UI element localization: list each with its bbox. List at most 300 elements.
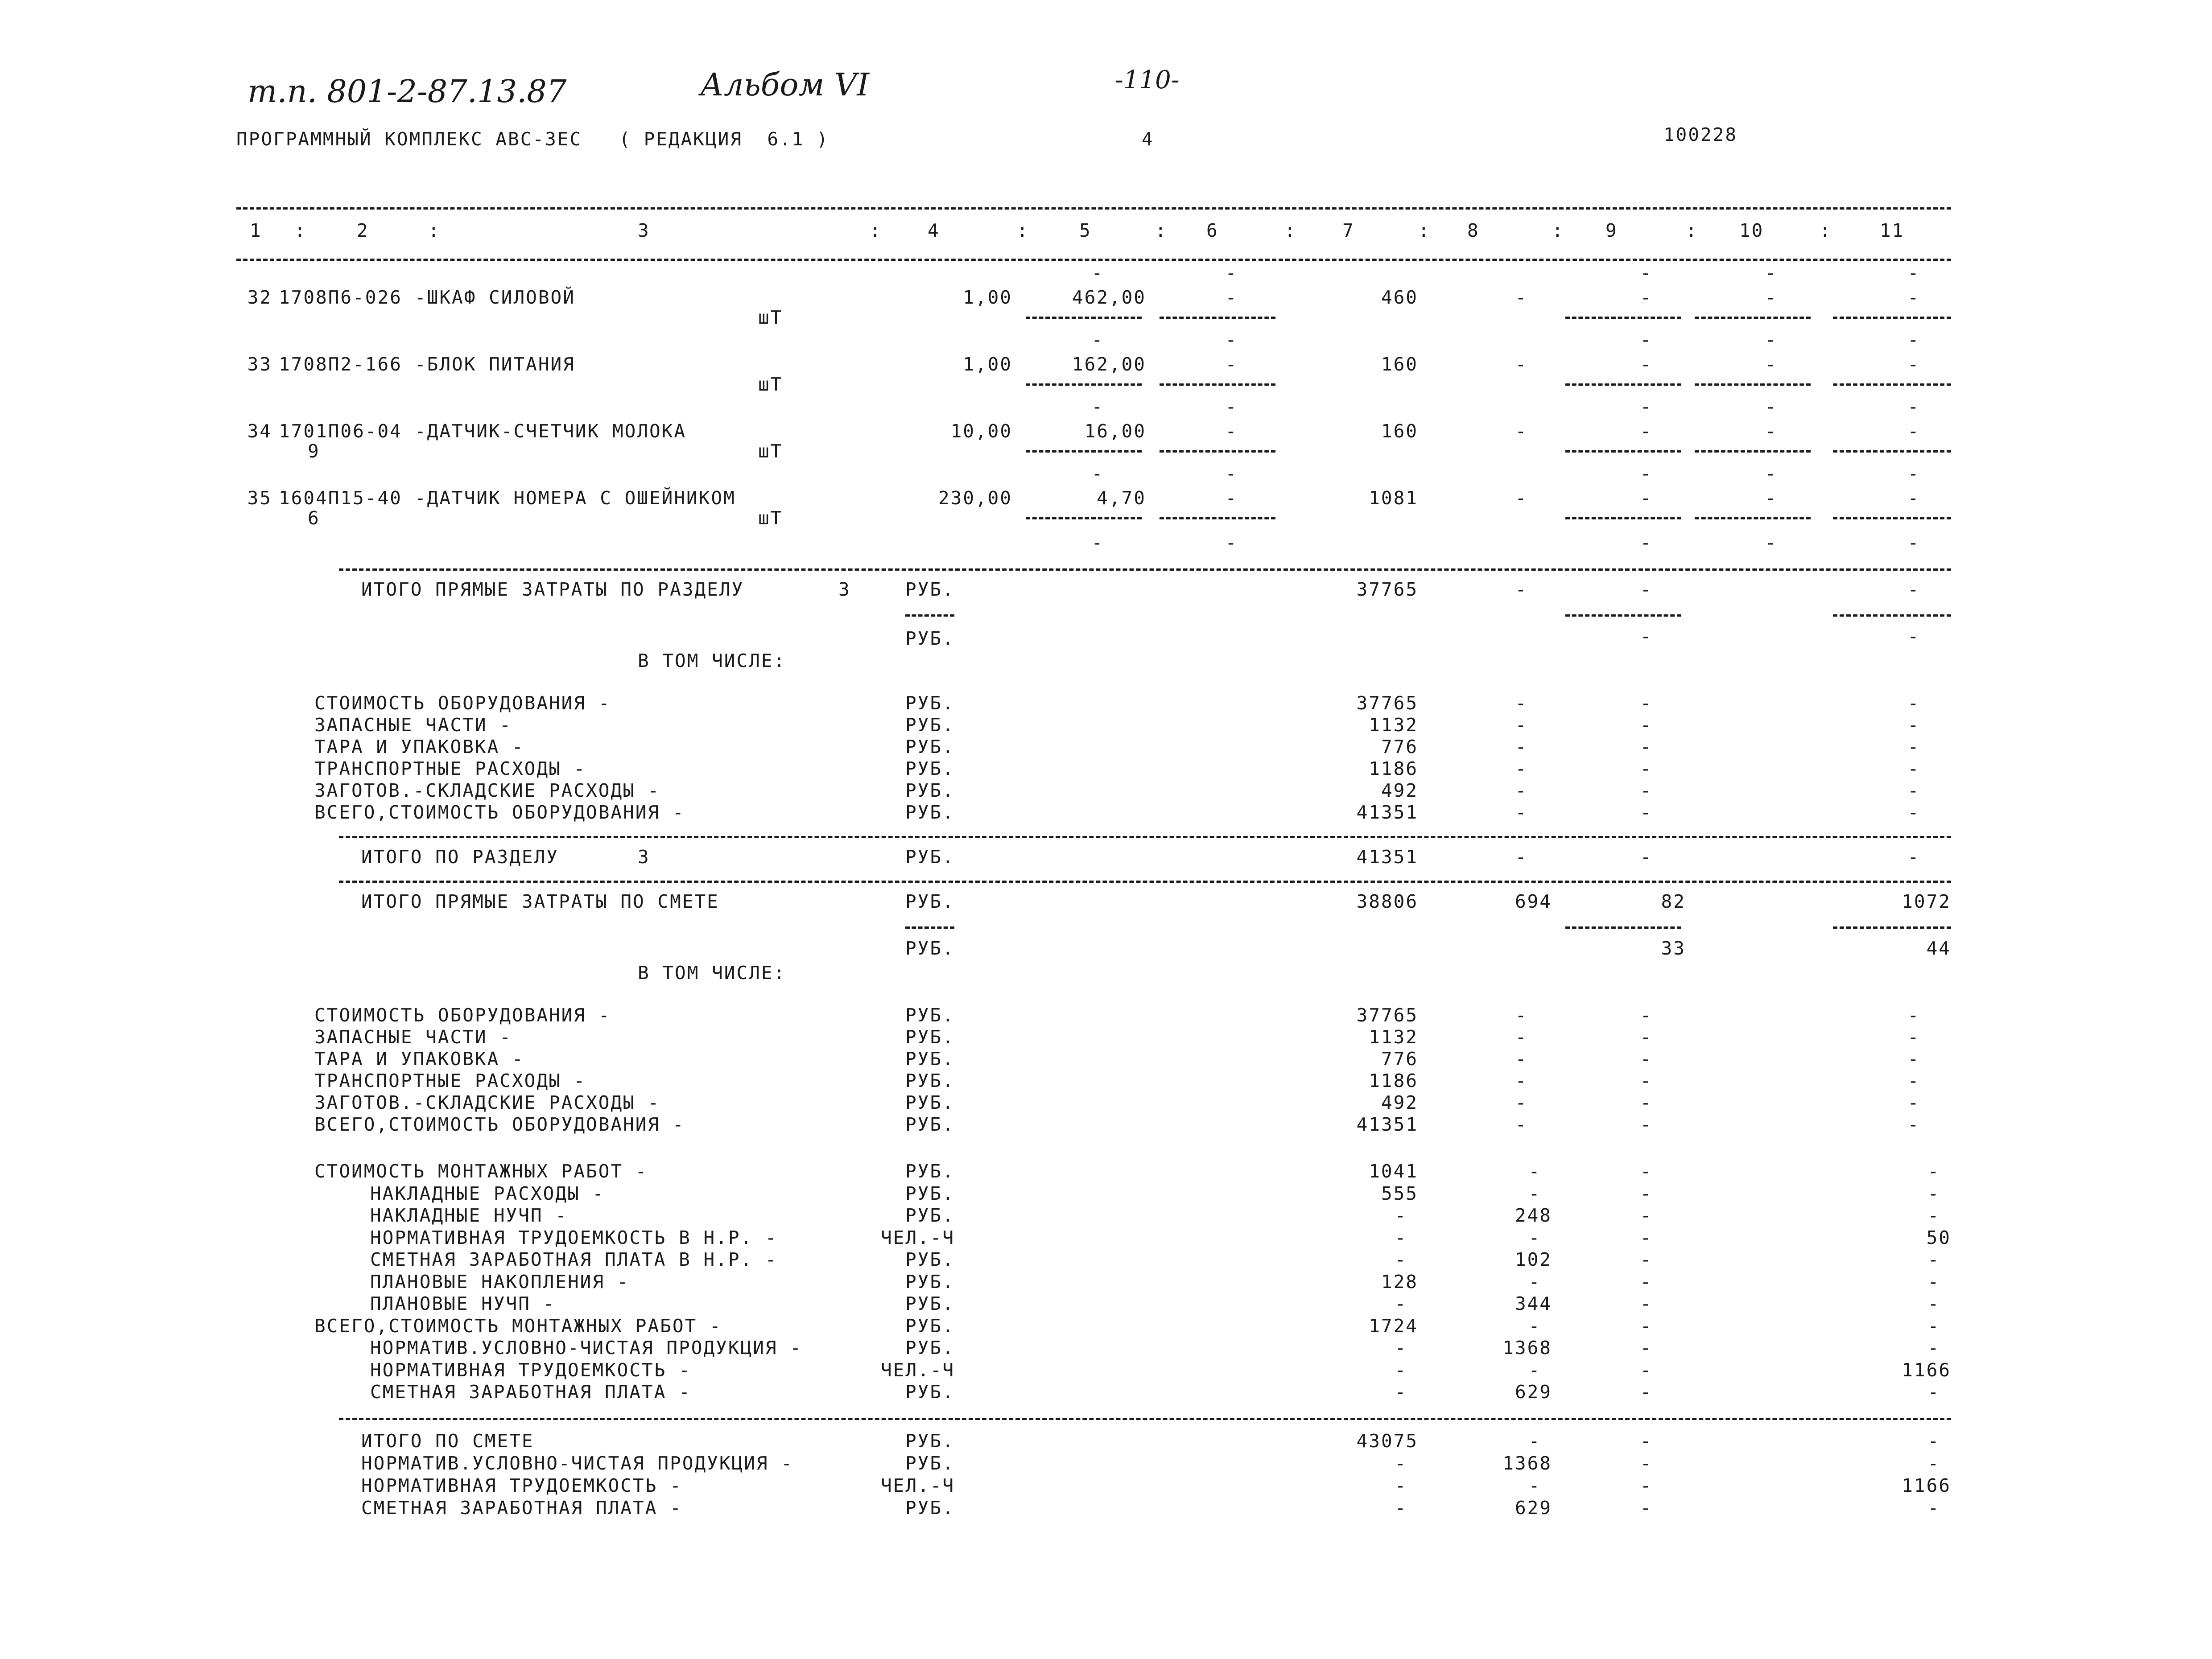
- item-number: 32: [247, 287, 272, 308]
- item-code: 1708П6-026: [279, 287, 402, 308]
- equipment-c11: -: [1907, 1026, 1919, 1048]
- row-label: СМЕТНАЯ ЗАРАБОТНАЯ ПЛАТА -: [361, 1497, 682, 1519]
- section-total-c8: -: [1515, 579, 1527, 600]
- item-c9-top: -: [1640, 396, 1651, 417]
- equipment-label: СТОИМОСТЬ ОБОРУДОВАНИЯ -: [314, 692, 611, 714]
- row-c7: -: [1395, 1227, 1406, 1248]
- row-c7: -: [1395, 1293, 1406, 1314]
- equipment-c9: -: [1640, 1026, 1651, 1048]
- doc-code: 100228: [1663, 124, 1738, 145]
- equipment-c8: -: [1515, 1092, 1527, 1113]
- equipment-label: ТРАНСПОРТНЫЕ РАСХОДЫ -: [314, 1070, 586, 1091]
- row-c11: -: [1927, 1249, 1939, 1270]
- section-total-number: 3: [838, 579, 851, 600]
- sheet-number: 4: [1142, 128, 1154, 150]
- row-c11: -: [1927, 1430, 1939, 1452]
- row-c9: -: [1640, 1337, 1651, 1358]
- column-header-9: 9: [1605, 220, 1618, 241]
- equipment-unit: РУБ.: [905, 1070, 955, 1091]
- row-unit: РУБ.: [905, 1271, 955, 1293]
- items-c9-bottom: -: [1640, 532, 1651, 553]
- equipment-c11: -: [1907, 736, 1919, 757]
- item-c9-top: -: [1640, 463, 1651, 484]
- item-qty: 1,00: [963, 354, 1012, 375]
- item-c5-top: -: [1091, 463, 1103, 484]
- equipment-c8: -: [1515, 736, 1527, 757]
- equipment-c8: -: [1515, 802, 1527, 823]
- row-c8: 248: [1515, 1205, 1552, 1226]
- estimate-total-unit2: РУБ.: [905, 938, 955, 959]
- item-unit: шТ: [758, 374, 783, 395]
- item-code: 1708П2-166: [279, 354, 402, 375]
- row-c11: -: [1927, 1497, 1939, 1519]
- equipment-label: ЗАПАСНЫЕ ЧАСТИ -: [314, 1026, 512, 1048]
- item-c10-top: -: [1765, 396, 1776, 417]
- item-c9: -: [1640, 354, 1651, 375]
- equipment-c11: -: [1907, 758, 1919, 779]
- final-rule: [339, 1418, 1951, 1420]
- row-unit: ЧЕЛ.-Ч: [881, 1227, 955, 1248]
- row-c11: -: [1927, 1453, 1939, 1474]
- row-label: ВСЕГО,СТОИМОСТЬ МОНТАЖНЫХ РАБОТ -: [314, 1315, 722, 1337]
- row-c11: -: [1927, 1205, 1939, 1226]
- item-price: 162,00: [1072, 354, 1146, 375]
- equipment-label: СТОИМОСТЬ ОБОРУДОВАНИЯ -: [314, 1004, 611, 1026]
- section-total-c11b: -: [1907, 626, 1919, 647]
- row-c9: -: [1640, 1182, 1651, 1204]
- item-total: 460: [1381, 287, 1418, 308]
- header-rule-bottom: [236, 259, 1951, 261]
- equipment-value: 41351: [1356, 802, 1418, 823]
- equipment-c9: -: [1640, 1048, 1651, 1070]
- row-c11: 50: [1926, 1227, 1951, 1248]
- item-c8: -: [1515, 420, 1527, 442]
- item-qty: 10,00: [950, 420, 1012, 442]
- row-unit: РУБ.: [905, 1293, 955, 1314]
- cell-rule: [1160, 317, 1275, 319]
- row-c9: -: [1640, 1497, 1651, 1519]
- row-c7: -: [1395, 1205, 1406, 1226]
- program-header: ПРОГРАММНЫЙ КОМПЛЕКС АВС-3ЕС ( РЕДАКЦИЯ 6.1 ): [236, 128, 829, 150]
- equipment-unit: РУБ.: [905, 1048, 955, 1070]
- row-label: НАКЛАДНЫЕ НУЧП -: [370, 1205, 568, 1226]
- row-unit: РУБ.: [905, 1381, 955, 1403]
- item-c10: -: [1765, 287, 1776, 308]
- c11-underline: [1833, 614, 1951, 617]
- est-c9-underline: [1565, 926, 1681, 929]
- equipment-label: ЗАГОТОВ.-СКЛАДСКИЕ РАСХОДЫ -: [314, 780, 660, 801]
- row-c11: 1166: [1902, 1475, 1951, 1496]
- item-c6-top: -: [1225, 463, 1237, 484]
- cell-rule: [1833, 450, 1951, 453]
- item-unit: шТ: [758, 307, 783, 328]
- cell-rule: [1160, 383, 1275, 386]
- row-c8: -: [1528, 1475, 1540, 1496]
- row-label: НОРМАТИВНАЯ ТРУДОЕМКОСТЬ -: [361, 1475, 682, 1496]
- row-label: СМЕТНАЯ ЗАРАБОТНАЯ ПЛАТА В Н.Р. -: [370, 1249, 778, 1270]
- column-separator: :: [294, 220, 307, 241]
- row-unit: РУБ.: [905, 1182, 955, 1204]
- row-c8: 629: [1515, 1497, 1552, 1519]
- equipment-c8: -: [1515, 1070, 1527, 1091]
- row-c11: -: [1927, 1337, 1939, 1358]
- equipment-c11: -: [1907, 1048, 1919, 1070]
- equipment-value: 492: [1381, 1092, 1418, 1113]
- row-c8: -: [1528, 1315, 1540, 1337]
- column-header-2: 2: [357, 220, 369, 241]
- equipment-c9: -: [1640, 692, 1651, 714]
- row-c8: 1368: [1502, 1453, 1552, 1474]
- header-rule-top: [236, 207, 1951, 210]
- row-unit: РУБ.: [905, 1249, 955, 1270]
- section-sum-c8: -: [1515, 846, 1527, 868]
- equipment-unit: РУБ.: [905, 780, 955, 801]
- equipment-c11: -: [1907, 1092, 1919, 1113]
- equipment-c8: -: [1515, 758, 1527, 779]
- row-label: НОРМАТИВНАЯ ТРУДОЕМКОСТЬ -: [370, 1359, 691, 1381]
- item-c11: -: [1907, 354, 1919, 375]
- item-price: 4,70: [1097, 487, 1146, 509]
- item-c10: -: [1765, 487, 1776, 509]
- row-label: НОРМАТИВ.УСЛОВНО-ЧИСТАЯ ПРОДУКЦИЯ -: [361, 1453, 793, 1474]
- item-qty: 1,00: [963, 287, 1012, 308]
- cell-rule: [1833, 317, 1951, 319]
- items-c11-bottom: -: [1907, 532, 1919, 553]
- row-unit: ЧЕЛ.-Ч: [881, 1359, 955, 1381]
- item-c10: -: [1765, 354, 1776, 375]
- equipment-c8: -: [1515, 780, 1527, 801]
- row-c11: -: [1927, 1161, 1939, 1182]
- estimate-total-c9b: 33: [1661, 938, 1686, 959]
- equipment-c9: -: [1640, 802, 1651, 823]
- item-name: -ШКАФ СИЛОВОЙ: [415, 287, 575, 308]
- item-c8: -: [1515, 287, 1527, 308]
- item-c6-top: -: [1225, 396, 1237, 417]
- row-c7: 43075: [1356, 1430, 1418, 1452]
- item-c6: -: [1225, 487, 1237, 509]
- row-unit: РУБ.: [905, 1205, 955, 1226]
- equipment-unit: РУБ.: [905, 1004, 955, 1026]
- incl-label-2: В ТОМ ЧИСЛЕ:: [638, 962, 786, 984]
- equipment-value: 37765: [1356, 1004, 1418, 1026]
- equipment-unit: РУБ.: [905, 758, 955, 779]
- equipment-unit: РУБ.: [905, 1026, 955, 1048]
- equipment-c9: -: [1640, 1004, 1651, 1026]
- equipment-c8: -: [1515, 714, 1527, 736]
- equipment-label: ЗАПАСНЫЕ ЧАСТИ -: [314, 714, 512, 736]
- row-c8: -: [1528, 1227, 1540, 1248]
- equipment-label: ТАРА И УПАКОВКА -: [314, 1048, 524, 1070]
- column-separator: :: [1552, 220, 1564, 241]
- column-separator: :: [1155, 220, 1168, 241]
- equipment-c9: -: [1640, 736, 1651, 757]
- column-header-8: 8: [1467, 220, 1480, 241]
- row-label: ПЛАНОВЫЕ НУЧП -: [370, 1293, 556, 1314]
- section-total-unit2: РУБ.: [905, 628, 955, 649]
- row-c11: -: [1927, 1315, 1939, 1337]
- section-sum-rule-top: [339, 836, 1951, 838]
- column-header-5: 5: [1079, 220, 1092, 241]
- section-sum-unit: РУБ.: [905, 846, 955, 868]
- cell-rule: [1160, 517, 1275, 519]
- estimate-total-c9: 82: [1661, 891, 1686, 912]
- row-c8: -: [1528, 1271, 1540, 1293]
- row-c9: -: [1640, 1271, 1651, 1293]
- item-c11-top: -: [1907, 463, 1919, 484]
- row-c9: -: [1640, 1227, 1651, 1248]
- row-c8: 102: [1515, 1249, 1552, 1270]
- est-unit-underline: [905, 926, 954, 929]
- row-c7: -: [1395, 1337, 1406, 1358]
- item-price: 462,00: [1072, 287, 1146, 308]
- row-c11: -: [1927, 1293, 1939, 1314]
- equipment-label: ВСЕГО,СТОИМОСТЬ ОБОРУДОВАНИЯ -: [314, 802, 685, 823]
- cell-rule: [1695, 383, 1811, 386]
- section-total-value: 37765: [1356, 579, 1418, 600]
- cell-rule: [1160, 450, 1275, 453]
- cell-rule: [1565, 383, 1681, 386]
- equipment-value: 776: [1381, 736, 1418, 757]
- section-total-label: ИТОГО ПРЯМЫЕ ЗАТРАТЫ ПО РАЗДЕЛУ: [361, 579, 744, 600]
- item-unit: шТ: [758, 440, 783, 462]
- equipment-c8: -: [1515, 1026, 1527, 1048]
- equipment-value: 1132: [1369, 1026, 1418, 1048]
- cell-rule: [1026, 383, 1142, 386]
- column-header-7: 7: [1342, 220, 1355, 241]
- equipment-c9: -: [1640, 758, 1651, 779]
- item-c6: -: [1225, 287, 1237, 308]
- equipment-value: 37765: [1356, 692, 1418, 714]
- row-c7: -: [1395, 1359, 1406, 1381]
- estimate-total-c7: 38806: [1356, 891, 1418, 912]
- row-c7: 128: [1381, 1271, 1418, 1293]
- item-name: -БЛОК ПИТАНИЯ: [415, 354, 575, 375]
- column-separator: :: [1017, 220, 1029, 241]
- column-header-10: 10: [1739, 220, 1764, 241]
- equipment-c11: -: [1907, 1114, 1919, 1135]
- item-unit: шТ: [758, 507, 783, 529]
- row-unit: РУБ.: [905, 1315, 955, 1337]
- item-name: -ДАТЧИК НОМЕРА С ОШЕЙНИКОМ: [415, 487, 736, 509]
- section-total-unit: РУБ.: [905, 579, 955, 600]
- column-separator: :: [1686, 220, 1698, 241]
- item-c8: -: [1515, 487, 1527, 509]
- item-code: 1701П06-04: [279, 420, 402, 442]
- album-stamp: Альбом VI: [700, 66, 870, 103]
- items-c10-bottom: -: [1765, 532, 1776, 553]
- item-total: 160: [1381, 420, 1418, 442]
- page-number: -110-: [1115, 66, 1180, 95]
- est-c11-underline: [1833, 926, 1951, 929]
- equipment-value: 1186: [1369, 758, 1418, 779]
- cell-rule: [1565, 517, 1681, 519]
- equipment-c11: -: [1907, 1070, 1919, 1091]
- row-c8: -: [1528, 1430, 1540, 1452]
- equipment-value: 776: [1381, 1048, 1418, 1070]
- item-code: 1604П15-40: [279, 487, 402, 509]
- item-number: 34: [247, 420, 272, 442]
- row-c7: -: [1395, 1381, 1406, 1403]
- row-label: ИТОГО ПО СМЕТЕ: [361, 1430, 534, 1452]
- row-c7: 555: [1381, 1182, 1418, 1204]
- estimate-total-label: ИТОГО ПРЯМЫЕ ЗАТРАТЫ ПО СМЕТЕ: [361, 891, 719, 912]
- row-c9: -: [1640, 1453, 1651, 1474]
- equipment-value: 1186: [1369, 1070, 1418, 1091]
- equipment-c11: -: [1907, 802, 1919, 823]
- item-extra: 9: [308, 440, 320, 462]
- item-total: 160: [1381, 354, 1418, 375]
- row-c7: 1041: [1369, 1161, 1418, 1182]
- equipment-unit: РУБ.: [905, 1114, 955, 1135]
- row-label: НОРМАТИВ.УСЛОВНО-ЧИСТАЯ ПРОДУКЦИЯ -: [370, 1337, 802, 1358]
- row-label: ПЛАНОВЫЕ НАКОПЛЕНИЯ -: [370, 1271, 630, 1293]
- equipment-c11: -: [1907, 780, 1919, 801]
- item-total: 1081: [1369, 487, 1418, 509]
- equipment-c8: -: [1515, 1114, 1527, 1135]
- equipment-unit: РУБ.: [905, 802, 955, 823]
- section-sum-value: 41351: [1356, 846, 1418, 868]
- item-c9-top: -: [1640, 262, 1651, 284]
- row-c7: -: [1395, 1475, 1406, 1496]
- item-c5-top: -: [1091, 396, 1103, 417]
- equipment-value: 41351: [1356, 1114, 1418, 1135]
- row-unit: РУБ.: [905, 1430, 955, 1452]
- equipment-unit: РУБ.: [905, 714, 955, 736]
- row-unit: ЧЕЛ.-Ч: [881, 1475, 955, 1496]
- equipment-c9: -: [1640, 1070, 1651, 1091]
- item-c9: -: [1640, 487, 1651, 509]
- equipment-label: ВСЕГО,СТОИМОСТЬ ОБОРУДОВАНИЯ -: [314, 1114, 685, 1135]
- item-c9: -: [1640, 420, 1651, 442]
- item-c11: -: [1907, 487, 1919, 509]
- column-separator: :: [1284, 220, 1297, 241]
- item-c10: -: [1765, 420, 1776, 442]
- section-sum-c11: -: [1907, 846, 1919, 868]
- column-separator: :: [870, 220, 882, 241]
- items-c6-bottom: -: [1225, 532, 1237, 553]
- cell-rule: [1833, 383, 1951, 386]
- row-label: СТОИМОСТЬ МОНТАЖНЫХ РАБОТ -: [314, 1161, 648, 1182]
- item-c6: -: [1225, 354, 1237, 375]
- row-label: НАКЛАДНЫЕ РАСХОДЫ -: [370, 1182, 605, 1204]
- cell-rule: [1565, 450, 1681, 453]
- c9-underline: [1565, 614, 1681, 617]
- row-c9: -: [1640, 1475, 1651, 1496]
- equipment-unit: РУБ.: [905, 1092, 955, 1113]
- equipment-label: ТРАНСПОРТНЫЕ РАСХОДЫ -: [314, 758, 586, 779]
- equipment-label: ЗАГОТОВ.-СКЛАДСКИЕ РАСХОДЫ -: [314, 1092, 660, 1113]
- row-unit: РУБ.: [905, 1337, 955, 1358]
- equipment-c8: -: [1515, 1048, 1527, 1070]
- row-c8: -: [1528, 1161, 1540, 1182]
- column-separator: :: [1418, 220, 1431, 241]
- row-unit: РУБ.: [905, 1497, 955, 1519]
- equipment-c9: -: [1640, 714, 1651, 736]
- item-c6: -: [1225, 420, 1237, 442]
- equipment-c11: -: [1907, 714, 1919, 736]
- cell-rule: [1695, 450, 1811, 453]
- row-label: НОРМАТИВНАЯ ТРУДОЕМКОСТЬ В Н.Р. -: [370, 1227, 778, 1248]
- row-c11: -: [1927, 1381, 1939, 1403]
- estimate-total-c8: 694: [1515, 891, 1552, 912]
- row-c11: 1166: [1902, 1359, 1951, 1381]
- unit-underline: [905, 614, 954, 617]
- item-c5-top: -: [1091, 329, 1103, 350]
- item-number: 35: [247, 487, 272, 509]
- row-unit: РУБ.: [905, 1161, 955, 1182]
- column-header-4: 4: [928, 220, 940, 241]
- equipment-c9: -: [1640, 1114, 1651, 1135]
- equipment-c9: -: [1640, 1092, 1651, 1113]
- cell-rule: [1026, 317, 1142, 319]
- equipment-c9: -: [1640, 780, 1651, 801]
- row-c8: -: [1528, 1182, 1540, 1204]
- item-c11: -: [1907, 287, 1919, 308]
- row-c9: -: [1640, 1249, 1651, 1270]
- section-total-c9b: -: [1640, 626, 1651, 647]
- equipment-label: ТАРА И УПАКОВКА -: [314, 736, 524, 757]
- item-number: 33: [247, 354, 272, 375]
- cell-rule: [1565, 317, 1681, 319]
- item-c6-top: -: [1225, 329, 1237, 350]
- column-header-6: 6: [1206, 220, 1219, 241]
- cell-rule: [1026, 450, 1142, 453]
- column-separator: :: [1820, 220, 1832, 241]
- row-c9: -: [1640, 1315, 1651, 1337]
- row-c7: -: [1395, 1453, 1406, 1474]
- item-c11-top: -: [1907, 329, 1919, 350]
- row-label: СМЕТНАЯ ЗАРАБОТНАЯ ПЛАТА -: [370, 1381, 691, 1403]
- row-c8: 629: [1515, 1381, 1552, 1403]
- item-c11-top: -: [1907, 396, 1919, 417]
- row-c7: 1724: [1369, 1315, 1418, 1337]
- item-c10-top: -: [1765, 262, 1776, 284]
- row-c11: -: [1927, 1182, 1939, 1204]
- item-c9-top: -: [1640, 329, 1651, 350]
- equipment-value: 1132: [1369, 714, 1418, 736]
- cell-rule: [1695, 317, 1811, 319]
- item-c9: -: [1640, 287, 1651, 308]
- item-qty: 230,00: [938, 487, 1012, 509]
- equipment-c11: -: [1907, 692, 1919, 714]
- row-c9: -: [1640, 1381, 1651, 1403]
- equipment-c8: -: [1515, 1004, 1527, 1026]
- section-sum-rule-bottom: [339, 881, 1951, 883]
- row-c8: 344: [1515, 1293, 1552, 1314]
- item-c8: -: [1515, 354, 1527, 375]
- estimate-total-c11b: 44: [1926, 938, 1951, 959]
- item-c10-top: -: [1765, 329, 1776, 350]
- equipment-value: 492: [1381, 780, 1418, 801]
- items-c5-bottom: -: [1091, 532, 1103, 553]
- cell-rule: [1833, 517, 1951, 519]
- row-c7: -: [1395, 1497, 1406, 1519]
- incl-label-1: В ТОМ ЧИСЛЕ:: [638, 650, 786, 671]
- equipment-c8: -: [1515, 692, 1527, 714]
- row-c8: -: [1528, 1359, 1540, 1381]
- cell-rule: [1026, 517, 1142, 519]
- row-unit: РУБ.: [905, 1453, 955, 1474]
- section-sum-number: 3: [638, 846, 650, 868]
- item-c6-top: -: [1225, 262, 1237, 284]
- section-total-c9: -: [1640, 579, 1651, 600]
- item-price: 16,00: [1084, 420, 1146, 442]
- column-header-11: 11: [1880, 220, 1905, 241]
- estimate-total-c11: 1072: [1902, 891, 1951, 912]
- column-separator: :: [428, 220, 441, 241]
- row-c9: -: [1640, 1359, 1651, 1381]
- equipment-unit: РУБ.: [905, 736, 955, 757]
